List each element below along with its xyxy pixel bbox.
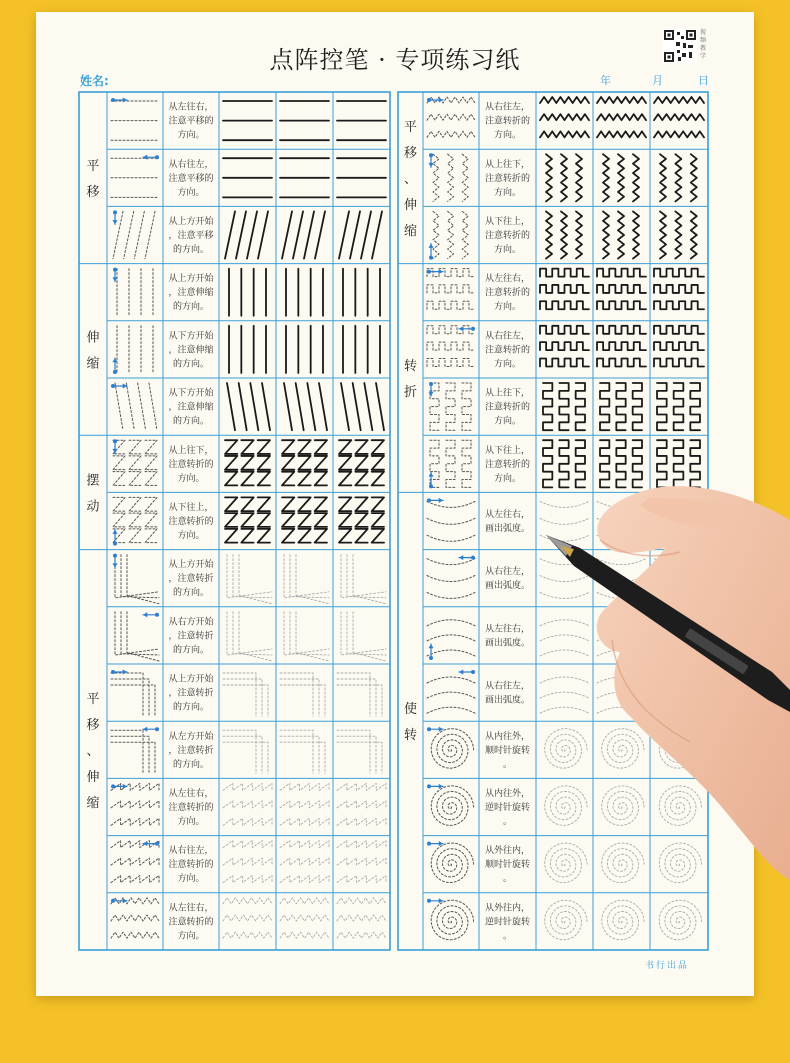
practice-pattern (597, 559, 646, 599)
group-label: 摆 (86, 473, 100, 489)
instruction-text: 从上往下， (484, 159, 531, 170)
practice-pattern (341, 383, 384, 430)
demo-pattern (111, 673, 155, 716)
practice-pattern (286, 326, 323, 373)
instruction-text: 注意转折的 (168, 917, 214, 928)
practice-pattern (341, 612, 386, 661)
group-label: 平 (86, 158, 100, 174)
instruction-text: 从下往上， (168, 503, 214, 513)
practice-pattern (545, 786, 587, 826)
practice-pattern (602, 729, 644, 769)
instruction-text: 注意转折的 (484, 116, 531, 127)
group-label: 平 (86, 691, 100, 707)
practice-pattern (654, 326, 704, 367)
practice-pattern (223, 101, 272, 140)
instruction-text: 从右往左， (168, 159, 214, 170)
instruction-text: 方向。 (177, 531, 205, 541)
practice-pattern (280, 898, 329, 938)
instruction-text: 方向。 (177, 931, 205, 942)
practice-pattern (280, 158, 329, 197)
practice-pattern (337, 841, 386, 883)
instruction-text: 的方向。 (172, 245, 210, 255)
practice-pattern (280, 673, 325, 716)
demo-pattern (427, 677, 475, 713)
practice-pattern (225, 497, 270, 542)
instruction-text: 注意平移的 (168, 116, 214, 127)
practice-pattern (540, 620, 589, 656)
instruction-text: 方向。 (493, 187, 522, 198)
practice-pattern (660, 211, 697, 258)
direction-arrow-icon (112, 554, 117, 568)
direction-arrow-icon (112, 439, 117, 453)
instruction-text: 。 (502, 817, 513, 827)
direction-arrow-icon (143, 727, 159, 732)
practice-pattern (337, 158, 386, 197)
practice-pattern (600, 383, 642, 430)
practice-pattern (227, 555, 272, 604)
demo-pattern (117, 326, 153, 373)
direction-arrow-icon (111, 669, 127, 674)
practice-pattern (654, 677, 704, 713)
practice-pattern (223, 841, 272, 883)
instruction-text: 从上方开始 (168, 674, 214, 685)
direction-arrow-icon (428, 244, 433, 260)
instruction-text: 的方向。 (172, 416, 210, 427)
instruction-text: 方向。 (493, 473, 522, 484)
practice-pattern (286, 269, 323, 316)
demo-pattern (111, 158, 159, 197)
instruction-text: 注意平移的 (168, 173, 214, 184)
instruction-text: 注意转折的 (484, 459, 531, 470)
instruction-text: 注意转折的 (484, 173, 531, 184)
instruction-text: 注意转折的 (168, 860, 214, 871)
demo-pattern (427, 559, 475, 599)
practice-column (79, 92, 390, 950)
instruction-text: 方向。 (493, 245, 522, 255)
demo-pattern (433, 211, 468, 258)
practice-pattern (343, 326, 380, 373)
practice-pattern (602, 786, 644, 826)
group-label: 移 (86, 184, 100, 200)
instruction-text: 方向。 (177, 874, 205, 885)
group-label: 缩 (86, 356, 100, 372)
group-label: 缩 (86, 795, 100, 811)
direction-arrow-icon (427, 841, 443, 846)
practice-pattern (227, 612, 272, 661)
group-label: 动 (86, 499, 100, 515)
practice-pattern (546, 211, 582, 258)
practice-pattern (343, 269, 380, 316)
instruction-text: 从外往内， (484, 846, 531, 857)
instruction-text: 方向。 (177, 187, 205, 198)
instruction-text: 注意转折的 (484, 231, 531, 241)
direction-arrow-icon (143, 155, 159, 160)
instruction-text: ，注意转折 (168, 688, 214, 699)
group-label: 使 (403, 702, 418, 718)
direction-arrow-icon (427, 498, 443, 503)
practice-pattern (225, 440, 270, 485)
qr-label: 视频教学 (700, 29, 707, 60)
instruction-text: 注意转折的 (168, 803, 214, 813)
demo-pattern (427, 501, 475, 541)
demo-pattern (113, 440, 157, 485)
demo-pattern (431, 843, 473, 883)
instruction-text: 从下方开始 (168, 388, 214, 399)
instruction-text: ，注意转折 (168, 631, 214, 642)
demo-pattern (111, 841, 159, 883)
instruction-text: 从左往右， (168, 903, 214, 914)
practice-pattern (597, 677, 646, 713)
group-label: 伸 (86, 769, 100, 785)
group-label: 移 (403, 145, 418, 161)
instruction-text: 从上方开始 (168, 560, 214, 571)
practice-pattern (657, 440, 700, 487)
practice-pattern (280, 841, 329, 883)
group-label: 转 (403, 728, 418, 744)
practice-pattern (597, 501, 646, 541)
instruction-text: 方向。 (177, 473, 205, 484)
demo-pattern (111, 783, 159, 825)
practice-pattern (597, 269, 646, 310)
practice-pattern (341, 555, 386, 604)
date-day-label: 日 (698, 74, 709, 87)
instruction-text: 从上往下， (484, 388, 531, 399)
group-label: 、 (86, 743, 100, 759)
practice-pattern (540, 677, 589, 713)
instruction-text: 从左往右， (484, 510, 531, 520)
practice-pattern (654, 269, 704, 310)
instruction-text: ，注意伸缩 (168, 288, 214, 299)
practice-pattern (540, 97, 589, 137)
instruction-text: ，注意转折 (168, 745, 214, 756)
direction-arrow-icon (111, 898, 127, 903)
practice-pattern (337, 673, 382, 716)
instruction-text: 的方向。 (172, 302, 210, 313)
practice-pattern (597, 326, 646, 367)
practice-pattern (597, 620, 646, 656)
practice-pattern (337, 101, 386, 140)
direction-arrow-icon (428, 153, 433, 167)
page-title: 点阵控笔 · 专项练习纸 (269, 46, 521, 74)
practice-pattern (540, 501, 589, 541)
practice-pattern (545, 843, 587, 883)
practice-pattern (284, 383, 327, 430)
direction-arrow-icon (459, 669, 475, 674)
instruction-text: 从右方开始 (168, 617, 214, 628)
direction-arrow-icon (459, 326, 475, 331)
direction-arrow-icon (427, 898, 443, 903)
practice-pattern (282, 497, 327, 542)
practice-pattern (545, 729, 587, 769)
instruction-text: 从上往下， (168, 445, 214, 456)
practice-pattern (540, 269, 589, 310)
direction-arrow-icon (112, 210, 117, 224)
instruction-text: 的方向。 (172, 588, 210, 599)
instruction-text: 注意转折的 (484, 288, 531, 299)
practice-pattern (223, 158, 272, 197)
instruction-text: 顺时针旋转 (484, 860, 531, 871)
instruction-text: 的方向。 (172, 702, 210, 713)
instruction-text: 从右往左， (484, 681, 531, 692)
instruction-text: 的方向。 (172, 759, 210, 770)
instruction-text: 从右往左， (484, 102, 531, 113)
direction-arrow-icon (427, 97, 443, 102)
instruction-text: 的方向。 (172, 359, 210, 370)
date-month-label: 月 (652, 74, 663, 87)
direction-arrow-icon (428, 382, 433, 396)
instruction-text: 。 (502, 759, 513, 770)
demo-pattern (111, 730, 155, 773)
direction-arrow-icon (427, 784, 443, 789)
demo-pattern (427, 326, 475, 367)
practice-pattern (602, 900, 644, 940)
instruction-text: 从内往外， (484, 731, 531, 742)
direction-arrow-icon (427, 727, 443, 732)
demo-pattern (430, 440, 471, 487)
instruction-text: 。 (502, 931, 513, 942)
name-label: 姓名: (80, 74, 109, 88)
demo-pattern (115, 383, 157, 430)
practice-pattern (540, 326, 589, 367)
instruction-text: 注意转折的 (168, 517, 214, 527)
instruction-text: 方向。 (177, 817, 205, 827)
publisher-label: 书行出品 (645, 961, 690, 971)
practice-pattern (280, 783, 329, 825)
practice-pattern (339, 497, 384, 542)
instruction-text: 从下往上， (484, 217, 531, 227)
practice-pattern (654, 620, 704, 656)
practice-pattern (337, 783, 386, 825)
demo-pattern (113, 211, 155, 258)
instruction-text: 方向。 (493, 130, 522, 141)
group-label: 、 (403, 171, 418, 187)
practice-pattern (225, 211, 268, 258)
practice-pattern (660, 154, 697, 201)
instruction-text: 画出弧度。 (484, 638, 531, 649)
demo-pattern (117, 269, 153, 316)
instruction-text: 从左往右， (484, 274, 531, 285)
demo-pattern (431, 900, 473, 940)
instruction-text: 从外往内， (484, 903, 531, 914)
instruction-text: 注意转折的 (168, 459, 214, 470)
practice-pattern (540, 559, 589, 599)
instruction-text: ，注意转折 (168, 574, 214, 585)
group-label: 伸 (86, 330, 100, 346)
instruction-text: 从左往右， (168, 102, 214, 113)
practice-pattern (659, 900, 701, 940)
demo-pattern (115, 555, 159, 604)
practice-pattern (603, 211, 639, 258)
practice-pattern (284, 612, 329, 661)
instruction-text: 画出弧度。 (484, 581, 531, 592)
instruction-text: 从下方开始 (168, 331, 214, 342)
instruction-text: 从下往上， (484, 445, 531, 456)
demo-pattern (427, 269, 475, 310)
practice-pattern (223, 730, 268, 773)
instruction-text: 注意转折的 (484, 402, 531, 413)
date-year-label: 年 (600, 74, 611, 87)
demo-pattern (111, 101, 159, 140)
practice-pattern (654, 559, 704, 599)
instruction-text: 从左往右， (168, 789, 214, 799)
practice-column (398, 92, 708, 950)
demo-pattern (427, 620, 475, 656)
instruction-text: 从上方开始 (168, 217, 214, 227)
direction-arrow-icon (111, 97, 127, 102)
demo-pattern (431, 786, 473, 826)
practice-pattern (223, 783, 272, 825)
practice-pattern (546, 154, 582, 201)
group-label: 移 (86, 717, 100, 733)
practice-pattern (659, 786, 701, 826)
instruction-text: 从左方开始 (168, 731, 214, 742)
instruction-text: 方向。 (493, 302, 522, 313)
group-label: 折 (403, 385, 418, 400)
demo-pattern (115, 612, 159, 661)
instruction-text: 从右往左， (484, 331, 531, 342)
instruction-text: 从右往左， (484, 567, 531, 578)
instruction-text: 注意转折的 (484, 345, 531, 356)
instruction-text: 从上方开始 (168, 274, 214, 285)
practice-pattern (337, 898, 386, 938)
direction-arrow-icon (427, 269, 443, 274)
practice-pattern (229, 269, 266, 316)
practice-pattern (603, 154, 639, 201)
instruction-text: 从右往左， (168, 846, 214, 857)
practice-pattern (600, 440, 642, 487)
instruction-text: ，注意平移 (168, 231, 214, 241)
group-label: 缩 (403, 223, 418, 239)
direction-arrow-icon (428, 472, 433, 488)
direction-arrow-icon (143, 612, 159, 617)
demo-pattern (111, 898, 159, 938)
practice-pattern (659, 729, 701, 769)
group-label: 平 (403, 119, 418, 135)
practice-pattern (654, 501, 704, 541)
practice-pattern (282, 440, 327, 485)
practice-pattern (657, 383, 700, 430)
practice-pattern (337, 730, 382, 773)
practice-pattern (282, 211, 325, 258)
instruction-text: 逆时针旋转 (484, 917, 531, 928)
demo-pattern (427, 97, 475, 137)
group-label: 伸 (403, 197, 418, 213)
practice-pattern (284, 555, 329, 604)
practice-pattern (223, 673, 268, 716)
practice-pattern (659, 843, 701, 883)
practice-pattern (339, 211, 382, 258)
demo-pattern (113, 497, 157, 542)
instruction-text: 从内往外， (484, 789, 531, 799)
instruction-text: 画出弧度。 (484, 695, 531, 706)
practice-pattern (223, 898, 272, 938)
instruction-text: 方向。 (177, 130, 205, 141)
direction-arrow-icon (428, 644, 433, 660)
instruction-text: 画出弧度。 (484, 524, 531, 534)
direction-arrow-icon (143, 841, 159, 846)
practice-pattern (339, 440, 384, 485)
instruction-text: 方向。 (493, 359, 522, 370)
demo-pattern (431, 729, 473, 769)
instruction-text: 从左往右， (484, 624, 531, 635)
practice-pattern (654, 97, 704, 137)
demo-pattern (433, 154, 468, 201)
practice-pattern (543, 440, 585, 487)
practice-pattern (280, 730, 325, 773)
practice-pattern (602, 843, 644, 883)
direction-arrow-icon (111, 383, 127, 388)
instruction-text: 方向。 (493, 416, 522, 427)
instruction-text: ，注意伸缩 (168, 402, 214, 413)
practice-pattern (227, 383, 270, 430)
demo-pattern (430, 383, 471, 430)
instruction-text: 。 (502, 874, 513, 885)
practice-pattern (545, 900, 587, 940)
instruction-text: 顺时针旋转 (484, 745, 531, 756)
practice-pattern (597, 97, 646, 137)
instruction-text: 逆时针旋转 (484, 803, 531, 813)
group-label: 转 (403, 359, 418, 374)
instruction-text: ，注意伸缩 (168, 345, 214, 356)
instruction-text: 的方向。 (172, 645, 210, 656)
practice-pattern (280, 101, 329, 140)
practice-pattern (229, 326, 266, 373)
practice-pattern (543, 383, 585, 430)
direction-arrow-icon (459, 555, 475, 560)
